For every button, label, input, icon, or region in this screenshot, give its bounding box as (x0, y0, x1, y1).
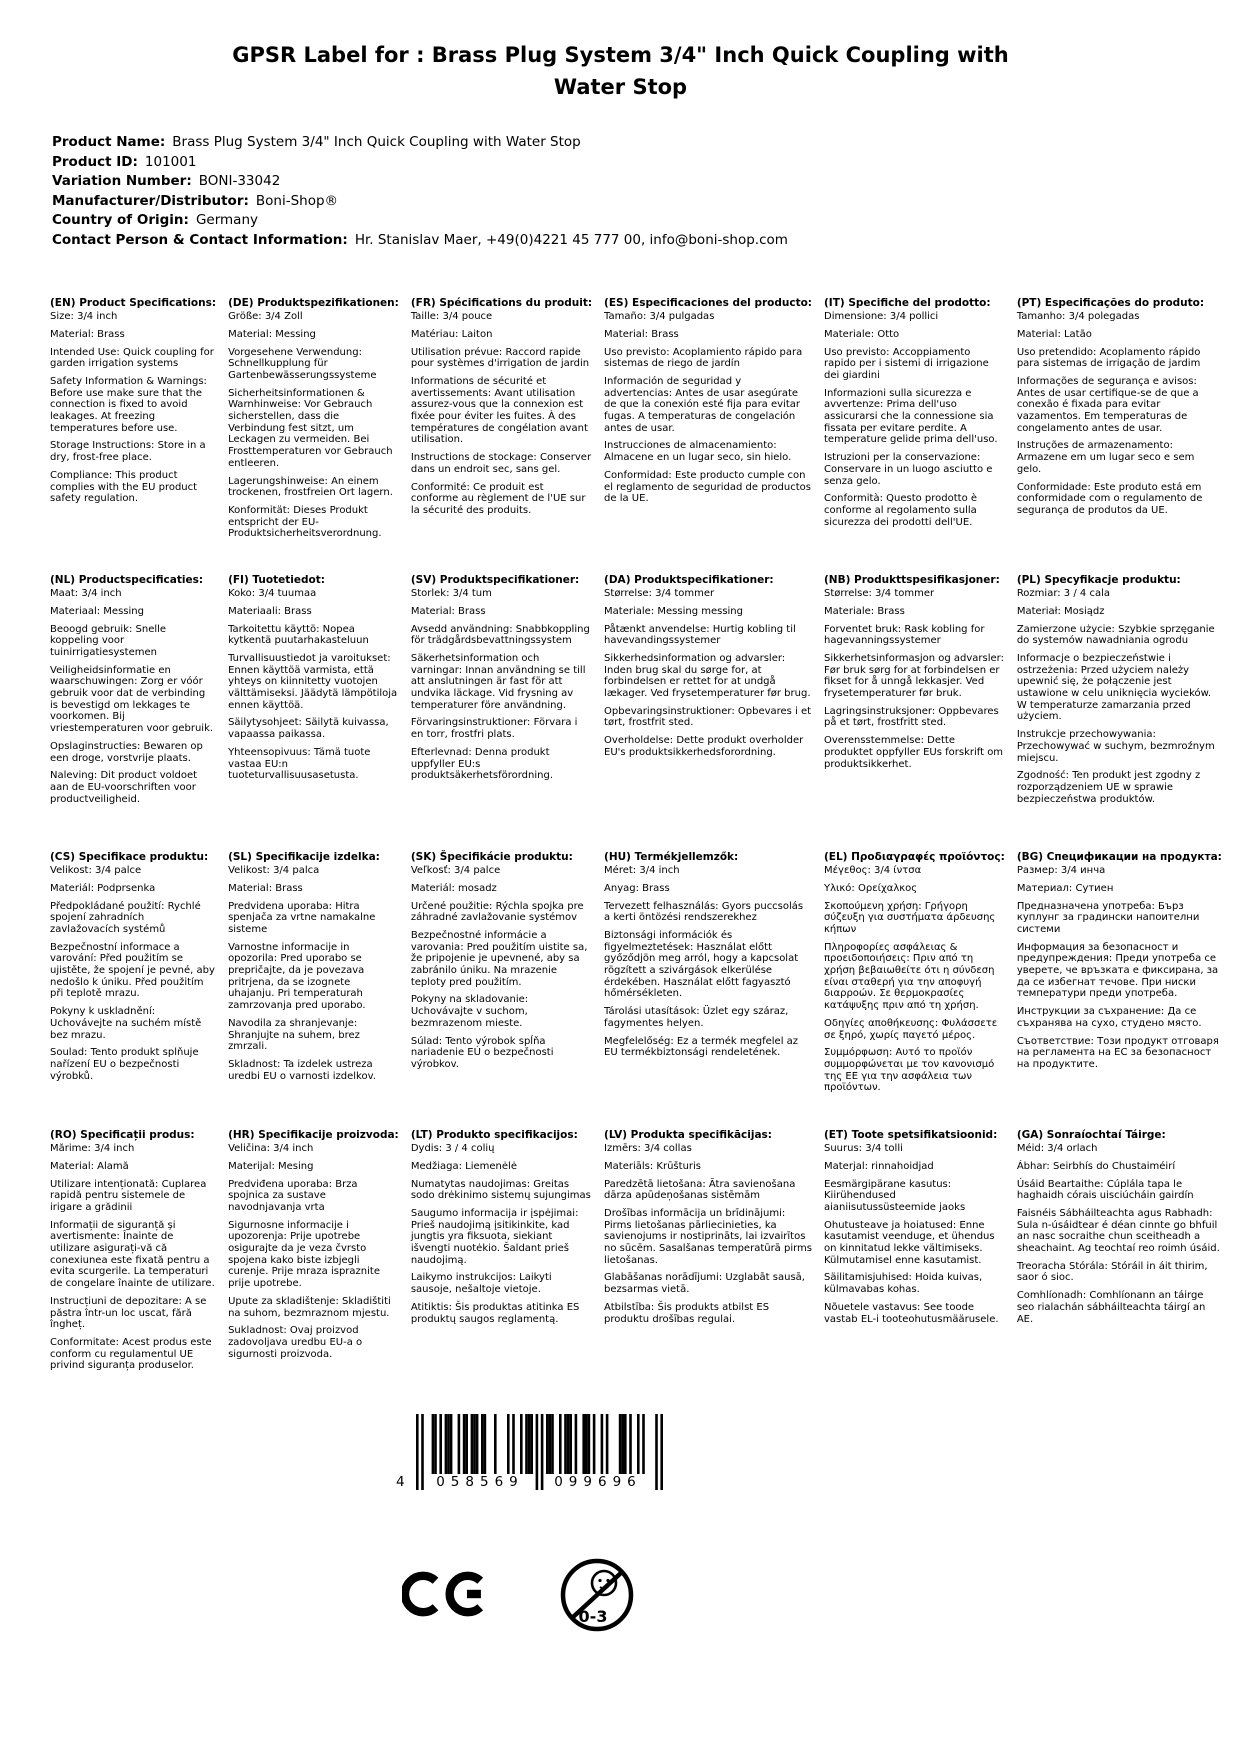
spec-paragraph: Upute za skladištenje: Skladištiti na suhom, bezmraznom mjestu. (228, 1295, 391, 1319)
spec-paragraph: Material: Brass (50, 328, 125, 340)
spec-paragraph: Tervezett felhasználás: Gyors puccsolás a kerti öntözési rendszerekhez (604, 900, 804, 924)
spec-paragraph: Uso pretendido: Acoplamento rápido para sistemas de irrigação de jardim (1016, 346, 1201, 370)
spec-paragraph: Úsáid Beartaithe: Cúplála tapa le haghaidh córais uisciúcháin gairdín (1016, 1178, 1194, 1202)
spec-paragraph: Conformitate: Acest produs este conform cu regulamentul UE privind siguranța produselor. (50, 1336, 212, 1372)
spec-paragraph: Intended Use: Quick coupling for garden irrigation systems (50, 346, 214, 370)
spec-block-ga (1017, 1129, 1222, 1378)
spec-paragraph: Zamierzone użycie: Szybkie sprzęganie do systemów nawadniania ogrodu (1016, 623, 1215, 647)
spec-paragraph: Yhteensopivuus: Tämä tuote vastaa EU:n tuoteturvallisuusasetusta. (228, 746, 371, 782)
spec-header: (ES) Especificaciones del producto: (604, 297, 812, 309)
spec-paragraph: Съответствие: Този продукт отговаря на регламента на ЕС за безопасност на продуктите. (1016, 1035, 1219, 1070)
spec-header: (HU) Termékjellemzők: (604, 851, 739, 863)
spec-paragraph: Säilitamisjuhised: Hoida kuivas, külmavabas kohas. (824, 1272, 983, 1296)
spec-block-fi (228, 574, 399, 851)
spec-grid (50, 297, 1222, 1378)
spec-header: (NB) Produkttspesifikasjoner: (824, 574, 1000, 586)
spec-paragraph: Pokyny na skladovanie: Uchovávajte v suchom, bezmrazenom mieste. (410, 994, 529, 1029)
barcode-digit-lead: 4 (396, 1474, 405, 1490)
spec-header: (LT) Produkto specifikacijos: (410, 1129, 578, 1141)
spec-block-fr (411, 297, 592, 574)
spec-paragraph: Opbevaringsinstruktioner: Opbevares i et tørt, frostfrit sted. (604, 705, 812, 729)
spec-paragraph: Atbilstība: Šis produkts atbilst ES produktu drošības regulai. (604, 1301, 770, 1325)
spec-block-nl (50, 574, 216, 851)
spec-paragraph: Medžiaga: Liemenėlė (410, 1160, 517, 1172)
spec-paragraph: Suurus: 3/4 tolli (824, 1143, 903, 1155)
spec-paragraph: Konformität: Dieses Produkt entspricht der EU-Produktsicherheitsverordnung. (228, 504, 382, 540)
spec-header: (DA) Produktspecifikationer: (604, 574, 774, 586)
spec-paragraph: Σκοπούμενη χρήση: Γρήγορη σύζευξη για συστήματα άρδευσης κήπων (824, 900, 996, 936)
spec-paragraph: Uso previsto: Acoplamiento rápido para sistemas de riego de jardín (604, 346, 803, 370)
spec-paragraph: Instrukcje przechowywania: Przechowywać w suchym, bezmroźnym miejscu. (1016, 729, 1215, 764)
spec-paragraph: Faisnéis Sábháilteachta agus Rabhadh: Sula n-úsáidtear é déan cinnte go bhfuil an nasc socraithe chun sceitheadh a sheachaint. Ag teochtaí reo roimh úsáid. (1016, 1208, 1220, 1255)
spec-block-nb (824, 574, 1005, 851)
spec-paragraph: Μέγεθος: 3/4 ίντσα (824, 865, 922, 877)
spec-block-el (824, 851, 1005, 1129)
spec-paragraph: Materijal: Mesing (228, 1160, 314, 1172)
spec-paragraph: Размер: 3/4 инча (1016, 865, 1106, 877)
spec-paragraph: Material: Brass (604, 328, 679, 340)
spec-paragraph: Materiał: Mosiądz (1016, 605, 1105, 617)
info-row-manufacturer (52, 192, 1241, 212)
spec-header: (EL) Προδιαγραφές προϊόντος: (824, 851, 1005, 863)
age-range-label: 0-3 (578, 1607, 608, 1626)
spec-paragraph: Tarkoitettu käyttö: Nopea kytkentä puutarhakasteluun (228, 623, 369, 647)
spec-paragraph: Beoogd gebruik: Snelle koppeling voor tuinirrigatiesystemen (50, 623, 167, 659)
spec-paragraph: Υλικό: Ορείχαλκος (824, 882, 918, 894)
spec-paragraph: Istruzioni per la conservazione: Conservare in un luogo asciutto e senza gelo. (824, 452, 993, 487)
spec-paragraph: Bezpečnostní informace a varování: Před použitím se ujistěte, že spojení je pevné, aby nedošlo k úniku. Před použitím při teplotě mrazu. (50, 941, 215, 1000)
spec-header: (CS) Specifikace produktu: (50, 851, 209, 863)
spec-paragraph: Sigurnosne informacije i upozorenja: Prije upotrebe osigurajte da je veza čvrsto spojena kako biste izbjegli curenje. Prije mraza ispraznite prije upotrebe. (228, 1219, 380, 1290)
spec-paragraph: Materiale: Messing messing (604, 605, 743, 617)
spec-paragraph: Mărime: 3/4 inch (50, 1143, 135, 1155)
spec-paragraph: Koko: 3/4 tuumaa (228, 588, 317, 600)
spec-paragraph: Sukladnost: Ovaj proizvod zadovoljava uredbu EU-a o sigurnosti proizvoda. (228, 1325, 363, 1360)
spec-paragraph: Materjal: rinnahoidjad (824, 1160, 934, 1172)
spec-paragraph: Instrucțiuni de depozitare: A se păstra într-un loc uscat, fără îngheț. (50, 1295, 207, 1331)
spec-paragraph: Efterlevnad: Denna produkt uppfyller EU:s produktsäkerhetsförordning. (410, 746, 553, 782)
spec-paragraph: Ábhar: Seirbhís do Chustaiméirí (1016, 1160, 1176, 1172)
spec-paragraph: Predvidena uporaba: Hitra spenjača za vrtne namakalne sisteme (228, 900, 376, 936)
spec-paragraph: Bezpečnostné informácie a varovania: Pred použitím uistite sa, že pripojenie je upevnené, aby sa zabránilo úniku. Na mrazenie teploty pred použitím. (410, 930, 588, 988)
spec-block-de (228, 297, 399, 574)
spec-paragraph: Materiaali: Brass (228, 605, 312, 617)
spec-paragraph: Rozmiar: 3 / 4 cala (1016, 588, 1110, 600)
spec-header: (FR) Spécifications du produit: (410, 297, 593, 309)
spec-paragraph: Påtænkt anvendelse: Hurtig kobling til havevandingssystemer (604, 623, 796, 647)
spec-paragraph: Velikost: 3/4 palce (50, 865, 142, 877)
spec-paragraph: Navodila za shranjevanje: Shranjujte na suhem, brez zmrzali. (228, 1017, 360, 1053)
spec-paragraph: Avsedd användning: Snabbkoppling för trädgårdsbevattningssystem (410, 623, 590, 647)
spec-paragraph: Laikymo instrukcijos: Laikyti sausoje, nešaltoje vietoje. (410, 1272, 552, 1296)
spec-paragraph: Súlad: Tento výrobok spĺňa nariadenie EÚ o bezpečnosti výrobkov. (410, 1035, 554, 1070)
spec-paragraph: Veličina: 3/4 inch (228, 1143, 314, 1155)
spec-paragraph: Storage Instructions: Store in a dry, frost-free place. (50, 440, 206, 464)
spec-block-lv (604, 1129, 812, 1378)
spec-paragraph: Conformité: Ce produit est conforme au règlement de l'UE sur la sécurité des produits. (410, 481, 586, 516)
spec-paragraph: Varnostne informacije in opozorila: Pred uporabo se prepričajte, da je povezava pritrjena, da se izognete uhajanju. Pri temperaturah zamrzovanja pred uporabo. (228, 941, 366, 1012)
spec-block-sl (228, 851, 399, 1129)
spec-block-hr (228, 1129, 399, 1378)
spec-paragraph: Πληροφορίες ασφάλειας & προειδοποιήσεις: Πριν από τη χρήση βεβαιωθείτε ότι η σύνδεση είναι σταθερή για την αποφυγή διαρροών. Σε θερμοκρασίες κατάψυξης πριν από τη χρήση. (824, 941, 995, 1012)
spec-header: (GA) Sonraíochtaí Táirge: (1016, 1129, 1166, 1141)
barcode-digits-left: 058569 (426, 1474, 534, 1490)
spec-block-et (824, 1129, 1005, 1378)
spec-header: (LV) Produkta specifikācijas: (604, 1129, 773, 1141)
info-value: Hr. Stanislav Maer, +49(0)4221 45 777 00, info@boni-shop.com (354, 231, 788, 248)
spec-paragraph: Comhlíonadh: Comhlíonann an táirge seo rialachán sábháilteachta táirgí an AE. (1016, 1290, 1206, 1325)
page-title-line2: Water Stop (553, 74, 688, 99)
spec-header: (ET) Toote spetsifikatsioonid: (824, 1129, 998, 1141)
info-value: Boni-Shop® (255, 192, 339, 209)
spec-paragraph: Материал: Сутиен (1016, 882, 1114, 894)
spec-paragraph: Συμμόρφωση: Αυτό το προϊόν συμμορφώνεται με τον κανονισμό της ΕΕ για την ασφάλεια των προϊόντων. (824, 1047, 995, 1094)
spec-header: (IT) Specifiche del prodotto: (824, 297, 991, 309)
spec-block-bg (1017, 851, 1222, 1129)
spec-paragraph: Veiligheidsinformatie en waarschuwingen: Zorg er vóór gebruik voor dat de verbinding is bevestigd om lekkages te voorkomen. Bij vriestemperaturen voor gebruik. (50, 664, 214, 735)
spec-paragraph: Vorgesehene Verwendung: Schnellkupplung für Gartenbewässerungssysteme (228, 346, 377, 382)
spec-paragraph: Förvaringsinstruktioner: Förvara i en torr, frostfri plats. (410, 717, 578, 741)
spec-paragraph: Určené použitie: Rýchla spojka pre záhradné zavlažovanie systémov (410, 900, 584, 924)
info-row-product-name (52, 133, 1241, 153)
spec-paragraph: Treoracha Stórála: Stóráil in áit thirim, saor ó sioc. (1016, 1260, 1208, 1284)
spec-block-pl (1017, 574, 1222, 851)
spec-paragraph: Material: Brass (228, 882, 303, 894)
spec-paragraph: Säkerhetsinformation och varningar: Innan användning se till att anslutningen är fast för att undvika läckage. Vid frysning av temperaturer före användning. (410, 653, 586, 711)
spec-paragraph: Størrelse: 3/4 tommer (604, 588, 715, 600)
spec-paragraph: Turvallisuustiedot ja varoitukset: Ennen käyttöä varmista, että yhteys on kiinnitetty vuotojen välttämiseksi. Jäädytä lämpötiloja ennen käyttöä. (228, 653, 398, 711)
spec-paragraph: Utilizare intenționată: Cuplarea rapidă pentru sistemele de irigare a grădinii (50, 1178, 207, 1214)
spec-paragraph: Numatytas naudojimas: Greitas sodo drėkinimo sistemų sujungimas (410, 1178, 591, 1202)
spec-paragraph: Säilytysohjeet: Säilytä kuivassa, vapaassa paikassa. (228, 717, 389, 741)
spec-paragraph: Biztonsági információk és figyelmeztetések: Használat előtt győződjön meg arról, hogy a kapcsolat rögzített a szivárgások elkerülése érdekében. Használat előtt fagyasztó hőmérsékleten. (604, 930, 799, 1000)
spec-header: (BG) Спецификации на продукта: (1016, 851, 1222, 863)
spec-paragraph: Informații de siguranță și avertismente: Înainte de utilizare asigurați-vă că conexiunea este fixată pentru a evita scurgerile. La temperaturi de congelare înainte de utilizare. (50, 1219, 215, 1290)
spec-paragraph: Safety Information & Warnings: Before use make sure that the connection is fixed to avoid leakages. At freezing temperatures before use. (50, 376, 207, 434)
spec-paragraph: Tárolási utasítások: Üzlet egy száraz, fagymentes helyen. (604, 1006, 789, 1029)
spec-block-es (604, 297, 812, 574)
spec-paragraph: Materiale: Brass (824, 605, 905, 617)
spec-paragraph: Atitiktis: Šis produktas atitinka ES produktų saugos reglamentą. (410, 1301, 580, 1325)
info-value: Germany (195, 212, 258, 229)
spec-paragraph: Instrucciones de almacenamiento: Almacene en un lugar seco, sin hielo. (604, 440, 792, 464)
spec-block-en (50, 297, 216, 574)
spec-paragraph: Ohutusteave ja hoiatused: Enne kasutamist veenduge, et ühendus on kinnitatud lekke vältimiseks. Külmutamisel enne kasutamist. (824, 1219, 995, 1266)
spec-block-it (824, 297, 1005, 574)
spec-paragraph: Storlek: 3/4 tum (410, 588, 492, 600)
spec-paragraph: Sikkerhetsinformasjon og advarsler: Før bruk sørg for at forbindelsen er fikset for å unngå lekkasjer. Ved frysetemperaturer før bruk. (824, 653, 1004, 700)
spec-header: (PL) Specyfikacje produktu: (1016, 574, 1181, 586)
spec-paragraph: Soulad: Tento produkt splňuje nařízení EU o bezpečnosti výrobků. (50, 1047, 199, 1082)
spec-paragraph: Megfelelőség: Ez a termék megfelel az EU termékbiztonsági rendeletének. (604, 1035, 799, 1059)
spec-paragraph: Materiál: Podprsenka (50, 882, 156, 894)
info-row-variation-number (52, 172, 1241, 192)
spec-paragraph: Información de seguridad y advertencias: Antes de usar asegúrate de que la conexión esté fija para evitar fugas. A temperaturas de congelación antes de usar. (604, 376, 800, 434)
spec-paragraph: Overensstemmelse: Dette produktet oppfyller EUs forskrift om produktsikkerhet. (824, 735, 1004, 770)
spec-paragraph: Méret: 3/4 inch (604, 865, 680, 877)
info-label: Country of Origin: (52, 212, 189, 229)
info-label: Variation Number: (52, 173, 192, 190)
info-row-product-id (52, 153, 1241, 173)
spec-header: (SL) Specifikacije izdelka: (228, 851, 380, 863)
spec-paragraph: Matériau: Laiton (410, 328, 493, 340)
spec-header: (RO) Specificații produs: (50, 1129, 195, 1141)
spec-paragraph: Informacje o bezpieczeństwie i ostrzeżenia: Przed użyciem należy upewnić się, że połączenie jest ustawione w celu uniknięcia wycieków. W temperaturze zamarzania przed użyciem. (1016, 653, 1212, 723)
spec-paragraph: Lagerungshinweise: An einem trockenen, frostfreien Ort lagern. (228, 475, 393, 499)
info-value: BONI-33042 (198, 173, 281, 190)
spec-header: (SK) Špecifikácie produktu: (410, 851, 573, 863)
ean-barcode (396, 1414, 663, 1500)
info-value: Brass Plug System 3/4" Inch Quick Coupling with Water Stop (172, 134, 581, 150)
spec-paragraph: Skladnost: Ta izdelek ustreza uredbi EU o varnosti izdelkov. (228, 1058, 376, 1082)
spec-block-cs (50, 851, 216, 1129)
spec-paragraph: Informazioni sulla sicurezza e avvertenze: Prima dell'uso assicurarsi che la connessione sia fissata per evitare perdite. A temperature gelide prima dell'uso. (824, 387, 998, 446)
spec-paragraph: Velikost: 3/4 palca (228, 865, 320, 877)
spec-paragraph: Méid: 3/4 orlach (1016, 1143, 1098, 1155)
info-label: Product ID: (52, 153, 138, 170)
spec-paragraph: Størrelse: 3/4 tommer (824, 588, 935, 600)
spec-paragraph: Uso previsto: Accoppiamento rapido per i sistemi di irrigazione dei giardini (824, 346, 989, 382)
spec-paragraph: Instructions de stockage: Conserver dans un endroit sec, sans gel. (410, 452, 592, 475)
spec-paragraph: Saugumo informacija ir įspėjimai: Prieš naudojimą įsitikinkite, kad jungtis yra fiksuota, siekiant išvengti nuotėkio. Šaldant prieš naudojimą. (410, 1208, 579, 1266)
page-title (0, 0, 1241, 103)
spec-paragraph: Materiál: mosadz (410, 882, 497, 894)
spec-paragraph: Conformità: Questo prodotto è conforme al regolamento sulla sicurezza dei prodotti dell'UE. (824, 493, 978, 528)
spec-paragraph: Paredzētā lietošana: Ātra savienošana dārza apūdeņošanas sistēmām (604, 1178, 796, 1202)
spec-header: (NL) Productspecificaties: (50, 574, 204, 586)
spec-paragraph: Инструкции за съхранение: Да се съхранява на сухо, студено място. (1016, 1006, 1202, 1029)
spec-header: (DE) Produktspezifikationen: (228, 297, 399, 309)
info-value: 101001 (144, 153, 197, 170)
spec-paragraph: Taille: 3/4 pouce (410, 311, 493, 323)
spec-paragraph: Compliance: This product complies with the EU product safety regulation. (50, 469, 198, 505)
spec-paragraph: Opslaginstructies: Bewaren op een droge, vorstvrije plaats. (50, 740, 203, 764)
spec-header: (PT) Especificações do produto: (1016, 297, 1205, 309)
spec-block-pt (1017, 297, 1222, 574)
spec-header: (EN) Product Specifications: (50, 297, 217, 309)
spec-block-lt (411, 1129, 592, 1378)
spec-block-da (604, 574, 812, 851)
spec-paragraph: Eesmärgipärane kasutus: Kiirühendused aianiisutussüsteemide jaoks (824, 1178, 966, 1214)
spec-paragraph: Anyag: Brass (604, 882, 670, 894)
info-row-contact (52, 231, 1241, 251)
spec-block-hu (604, 851, 812, 1129)
spec-paragraph: Информация за безопасност и предупреждения: Преди употреба се уверете, че връзката е фиксирана, за да се избегнат течове. При ниски температури преди употреба. (1016, 941, 1219, 1000)
spec-header: (FI) Tuotetiedot: (228, 574, 325, 586)
info-label: Product Name: (52, 134, 166, 150)
spec-paragraph: Größe: 3/4 Zoll (228, 311, 303, 323)
spec-paragraph: Maat: 3/4 inch (50, 588, 122, 600)
spec-paragraph: Utilisation prévue: Raccord rapide pour systèmes d'irrigation de jardin (410, 346, 590, 370)
spec-paragraph: Overholdelse: Dette produkt overholder EU's produktsikkerhedsforordning. (604, 735, 804, 758)
spec-paragraph: Sicherheitsinformationen & Warnhinweise: Vor Gebrauch sicherstellen, dass die Verbindung fest sitzt, um Leckagen zu vermeiden. Bei Frosttemperaturen vor Gebrauch entleeren. (228, 387, 393, 469)
spec-paragraph: Material: Messing (228, 328, 316, 340)
spec-paragraph: Material: Brass (410, 605, 486, 617)
spec-block-ro (50, 1129, 216, 1378)
barcode-digits-right: 099696 (544, 1474, 652, 1490)
info-row-country-of-origin (52, 211, 1241, 231)
spec-paragraph: Glabāšanas norādījumi: Uzglabāt sausā, bezsarmas vietā. (604, 1272, 805, 1296)
age-restriction-icon (556, 1548, 638, 1652)
info-label: Contact Person & Contact Information: (52, 231, 348, 248)
spec-paragraph: Material: Alamă (50, 1160, 129, 1172)
spec-paragraph: Nõuetele vastavus: See toode vastab EL-i tooteohutusmäärusele. (824, 1301, 999, 1325)
spec-paragraph: Drošības informācija un brīdinājumi: Pirms lietošanas pārliecinieties, ka savienojums ir nostiprināts, lai izvairītos no sūcēm. Sasalšanas temperatūrā pirms lietošanas. (604, 1208, 813, 1266)
spec-paragraph: Tamaño: 3/4 pulgadas (604, 311, 715, 323)
spec-paragraph: Informações de segurança e avisos: Antes de usar certifique-se de que a conexão é fixada para evitar vazamentos. Em temperaturas de congelamento antes de usar. (1016, 376, 1199, 434)
spec-paragraph: Materiale: Otto (824, 328, 900, 340)
spec-paragraph: Dydis: 3 / 4 colių (410, 1143, 495, 1155)
spec-paragraph: Sikkerhedsinformation og advarsler: Inden brug skal du sørge for, at forbindelsen er rettet for at undgå lækager. Ved frysetemperaturer før brug. (604, 653, 811, 700)
spec-paragraph: Dimensione: 3/4 pollici (824, 311, 939, 323)
spec-paragraph: Instruções de armazenamento: Armazene em um lugar seco e sem gelo. (1016, 440, 1195, 475)
spec-paragraph: Informations de sécurité et avertissements: Avant utilisation assurez-vous que la connexion est fixée pour éviter les fuites. À des températures de congélation avant utilisation. (410, 376, 588, 446)
spec-paragraph: Size: 3/4 inch (50, 311, 118, 323)
spec-paragraph: Material: Latão (1016, 328, 1092, 340)
info-label: Manufacturer/Distributor: (52, 192, 249, 209)
spec-paragraph: Conformidad: Este producto cumple con el reglamento de seguridad de productos de la UE. (604, 469, 811, 505)
spec-paragraph: Izmērs: 3/4 collas (604, 1143, 692, 1155)
spec-block-sv (411, 574, 592, 851)
spec-paragraph: Tamanho: 3/4 polegadas (1016, 311, 1140, 323)
ce-mark-icon (402, 1566, 490, 1622)
spec-paragraph: Οδηγίες αποθήκευσης: Φυλάσσετε σε ξηρό, χωρίς παγετό μέρος. (824, 1017, 998, 1041)
spec-paragraph: Veľkosť: 3/4 palce (410, 865, 501, 877)
page-title-line1: GPSR Label for : Brass Plug System 3/4" Inch Quick Coupling with (232, 43, 1009, 67)
spec-paragraph: Materiāls: Krūšturis (604, 1160, 702, 1172)
spec-paragraph: Lagringsinstruksjoner: Oppbevares på et tørt, frostfritt sted. (824, 705, 999, 729)
spec-paragraph: Předpokládané použití: Rychlé spojení zahradních zavlažovacích systémů (50, 900, 201, 936)
spec-paragraph: Forventet bruk: Rask kobling for hagevanningssystemer (824, 623, 985, 647)
spec-paragraph: Pokyny k uskladnění: Uchovávejte na suchém místě bez mrazu. (50, 1006, 202, 1041)
spec-header: (HR) Specifikacije proizvoda: (228, 1129, 399, 1141)
spec-paragraph: Materiaal: Messing (50, 605, 144, 617)
spec-paragraph: Predviđena uporaba: Brza spojnica za sustave navodnjavanja vrta (228, 1178, 358, 1214)
product-info (52, 133, 1241, 250)
spec-paragraph: Zgodność: Ten produkt jest zgodny z rozporządzeniem UE w sprawie bezpieczeństwa produktów. (1016, 770, 1201, 805)
spec-paragraph: Предназначена употреба: Бърз куплунг за градински напоителни системи (1016, 900, 1200, 936)
spec-block-sk (411, 851, 592, 1129)
spec-header: (SV) Produktspecifikationer: (410, 574, 580, 586)
spec-paragraph: Conformidade: Este produto está em conformidade com o regulamento de segurança de produtos da UE. (1016, 481, 1203, 516)
spec-paragraph: Naleving: Dit product voldoet aan de EU-voorschriften voor productveiligheid. (50, 770, 198, 805)
